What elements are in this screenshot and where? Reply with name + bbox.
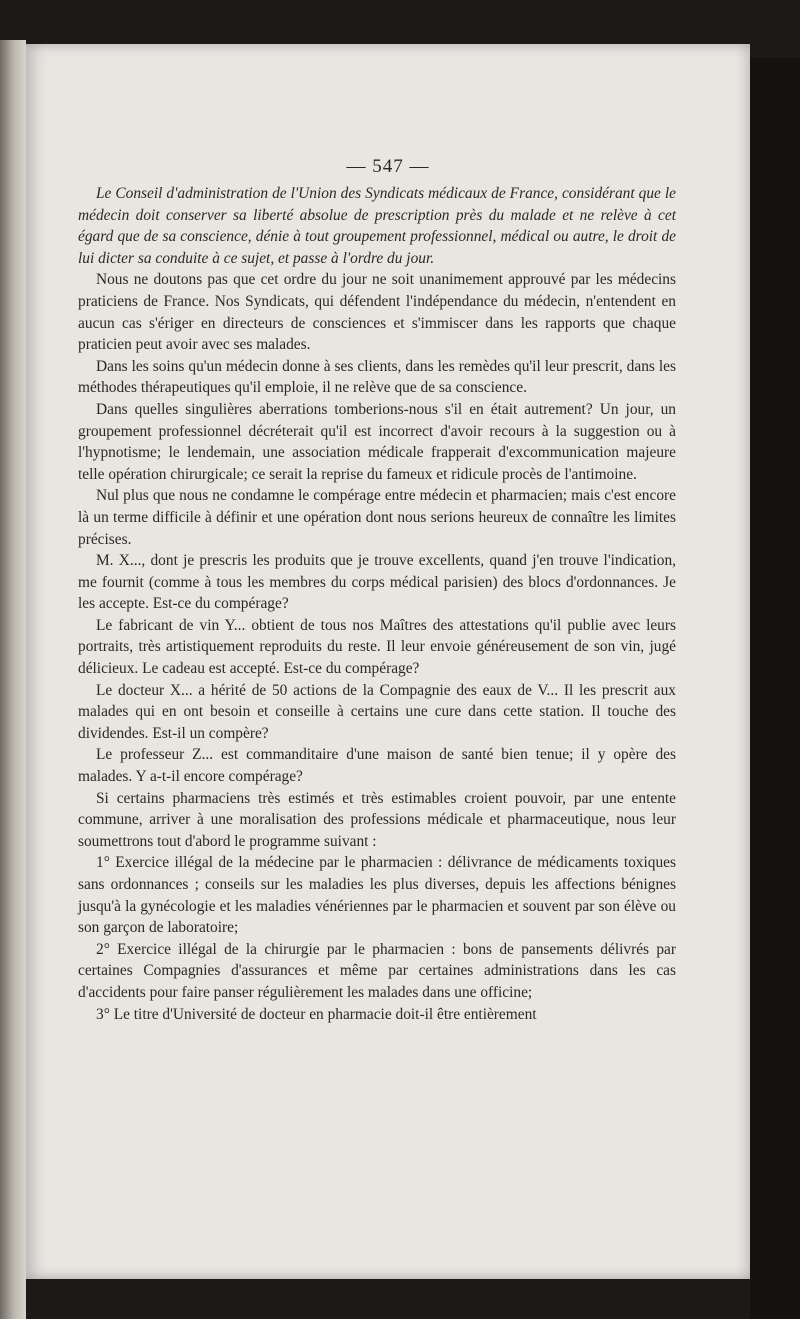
paragraph: Le fabricant de vin Y... obtient de tous nos Maîtres des attestations qu'il publie avec leurs portraits, très artistiquement reproduits du reste. Il leur envoie généreusement de son vin, jugé délicieux. Le cadeau est accepté. Est-ce du compérage? <box>78 616 676 678</box>
paragraph: Nul plus que nous ne condamne le compérage entre médecin et pharmacien; mais c'est encore là un terme difficile à définir et une opération dont nous serions heureux de connaître les limites précises. <box>78 487 676 548</box>
paragraph: Le professeur Z... est commanditaire d'une maison de santé bien tenue; il y opère des malades. Y a-t-il encore compérage? <box>78 746 676 786</box>
page-number: — 547 — <box>346 156 430 177</box>
paragraph: Nous ne doutons pas que cet ordre du jour ne soit unanimement approuvé par les médecins praticiens de France. Nos Syndicats, qui défendent l'indépendance du médecin, n'entendent en aucun cas s'ériger en directeurs de consciences et s'immiscer dans les rapports que chaque praticien peut avoir avec ses malades. <box>78 271 676 354</box>
paragraph: Si certains pharmaciens très estimés et très estimables croient pouvoir, par une entente commune, arriver à une moralisation des professions médicale et pharmaceutique, nous leur soumettrons tout d'abord le programme suivant : <box>78 789 676 850</box>
book-page <box>26 44 750 1279</box>
numbered-paragraph-2: 2° Exercice illégal de la chirurgie par le pharmacien : bons de pansements délivrés par certaines Compagnies d'assurances et même par certaines administrations dans les cas d'accidents pour faire panser régulièrement les malades dans une officine; <box>78 940 676 1001</box>
numbered-paragraph-1: 1° Exercice illégal de la médecine par le pharmacien : délivrance de médicaments toxiques sans ordonnances ; conseils sur les maladies les plus diverses, depuis les affections bénignes jusqu'à la gynécologie et les maladies vénériennes par le pharmacien et souvent par son élève ou son garçon de laboratoire; <box>78 854 676 937</box>
page-body <box>78 183 676 1025</box>
paragraph: M. X..., dont je prescris les produits que je trouve excellents, quand j'en trouve l'indication, me fournit (comme à tous les membres du corps médical parisien) des blocs d'ordonnances. Je les accepte. Est-ce du compérage? <box>78 552 676 613</box>
facing-page-edge <box>0 40 26 1319</box>
numbered-paragraph-3: 3° Le titre d'Université de docteur en pharmacie doit-il être entièrement <box>96 1005 537 1023</box>
resolution-paragraph: Le Conseil d'administration de l'Union des Syndicats médicaux de France, considérant que le médecin doit conserver sa liberté absolue de prescription près du malade et ne relève à cet égard que de sa conscience, dénie à tout groupement professionnel, médical ou autre, le droit de lui dicter sa conduite à ce sujet, et passe à l'ordre du jour. <box>78 185 676 267</box>
paragraph: Dans quelles singulières aberrations tomberions-nous s'il en était autrement? Un jour, un groupement professionnel décréterait qu'il est incorrect d'avoir recours à la suggestion ou à l'hypnotisme; le lendemain, une association médicale frapperait d'excommunication majeure telle opération chirurgicale; ce serait la reprise du fameux et ridicule procès de l'antimoine. <box>78 400 676 483</box>
background-margin <box>750 58 800 1319</box>
paragraph: Dans les soins qu'un médecin donne à ses clients, dans les remèdes qu'il leur prescrit, dans les méthodes thérapeutiques qu'il emploie, il ne relève que de sa conscience. <box>78 357 676 397</box>
paragraph: Le docteur X... a hérité de 50 actions de la Compagnie des eaux de V... Il les prescrit aux malades qui en ont besoin et conseille à certains une cure dans cette station. Il touche des dividendes. Est-il un compère? <box>78 681 676 742</box>
